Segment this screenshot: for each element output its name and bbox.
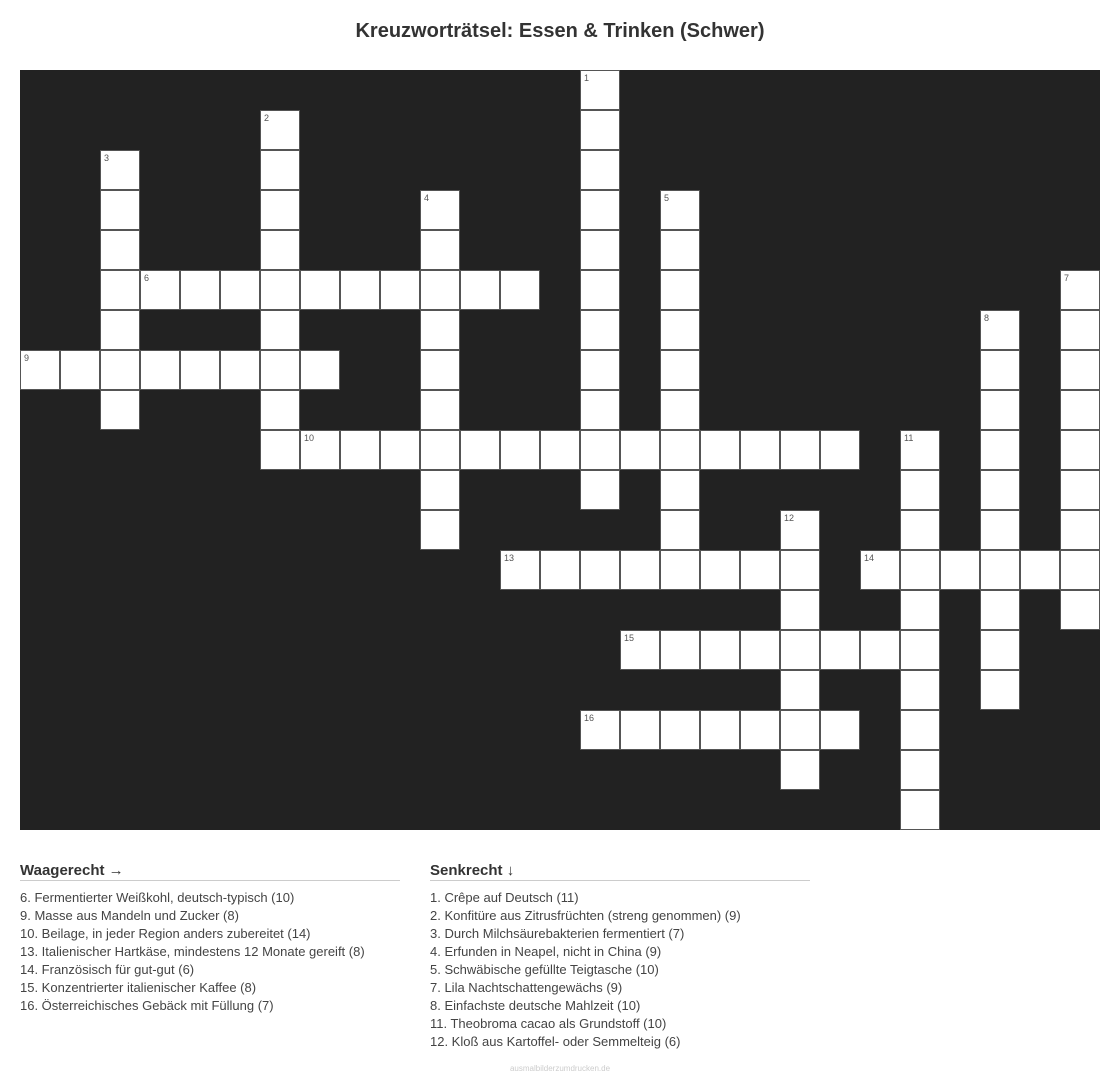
grid-cell[interactable] xyxy=(500,550,540,590)
down-clue: 1. Crêpe auf Deutsch (11) xyxy=(430,890,579,905)
grid-cell[interactable] xyxy=(580,310,620,350)
grid-cell[interactable] xyxy=(900,630,940,670)
grid-cell[interactable] xyxy=(220,270,260,310)
grid-cell[interactable] xyxy=(660,630,700,670)
grid-cell[interactable] xyxy=(100,230,140,270)
arrow-down-icon: ↓ xyxy=(506,862,515,879)
arrow-right-icon: → xyxy=(108,862,124,879)
across-clue: 15. Konzentrierter italienischer Kaffee (8) xyxy=(20,980,257,995)
across-heading-label: Waagerecht xyxy=(20,862,105,879)
grid-cell[interactable] xyxy=(980,470,1020,510)
cell-number: 16 xyxy=(584,713,595,723)
grid-cell[interactable] xyxy=(820,710,860,750)
down-clue: 3. Durch Milchsäurebakterien fermentiert (7) xyxy=(430,926,685,941)
cell-number: 11 xyxy=(904,433,914,443)
grid-cell[interactable] xyxy=(820,430,860,470)
cell-number: 1 xyxy=(584,73,590,83)
grid-cell[interactable] xyxy=(660,350,700,390)
cell-number: 13 xyxy=(504,553,515,563)
grid-cell[interactable] xyxy=(780,510,820,550)
down-clue: 11. Theobroma cacao als Grundstoff (10) xyxy=(430,1016,667,1031)
grid-cell[interactable] xyxy=(580,470,620,510)
cell-number: 4 xyxy=(424,193,430,203)
grid-cell[interactable] xyxy=(180,270,220,310)
grid-cell[interactable] xyxy=(740,550,780,590)
grid-cell[interactable] xyxy=(180,350,220,390)
down-clue: 12. Kloß aus Kartoffel- oder Semmelteig (6) xyxy=(430,1034,681,1049)
grid-cell[interactable] xyxy=(1060,390,1100,430)
grid-cell[interactable] xyxy=(1020,550,1060,590)
grid-cell[interactable] xyxy=(700,550,740,590)
grid-cell[interactable] xyxy=(900,590,940,630)
grid-cell[interactable] xyxy=(100,190,140,230)
down-clue: 7. Lila Nachtschattengewächs (9) xyxy=(430,980,623,995)
down-clues-section xyxy=(430,862,810,1051)
grid-cell[interactable] xyxy=(660,470,700,510)
crossword-grid xyxy=(20,70,1100,830)
grid-cell[interactable] xyxy=(780,750,820,790)
down-clue: 2. Konfitüre aus Zitrusfrüchten (streng genommen) (9) xyxy=(430,908,741,923)
across-clue: 6. Fermentierter Weißkohl, deutsch-typisch (10) xyxy=(20,890,295,905)
down-clue: 4. Erfunden in Neapel, nicht in China (9) xyxy=(430,944,662,959)
grid-cell[interactable] xyxy=(300,270,340,310)
grid-cell[interactable] xyxy=(580,430,620,470)
grid-cell[interactable] xyxy=(660,390,700,430)
grid-cell[interactable] xyxy=(980,430,1020,470)
grid-cell[interactable] xyxy=(420,230,460,270)
cell-number: 3 xyxy=(104,153,110,163)
grid-cell[interactable] xyxy=(260,230,300,270)
grid-cell[interactable] xyxy=(660,710,700,750)
grid-cell[interactable] xyxy=(580,550,620,590)
grid-cell[interactable] xyxy=(860,550,900,590)
grid-cell[interactable] xyxy=(140,270,180,310)
grid-cell[interactable] xyxy=(260,190,300,230)
grid-cell[interactable] xyxy=(620,550,660,590)
grid-cell[interactable] xyxy=(260,270,300,310)
grid-cell[interactable] xyxy=(900,470,940,510)
grid-cell[interactable] xyxy=(580,390,620,430)
across-clue: 16. Österreichisches Gebäck mit Füllung (7) xyxy=(20,998,274,1013)
grid-cell[interactable] xyxy=(780,430,820,470)
grid-cell[interactable] xyxy=(860,630,900,670)
grid-cell[interactable] xyxy=(580,110,620,150)
cell-number: 15 xyxy=(624,633,635,643)
grid-cell[interactable] xyxy=(740,430,780,470)
grid-cell[interactable] xyxy=(580,230,620,270)
grid-cell[interactable] xyxy=(900,550,940,590)
cell-number: 8 xyxy=(984,313,990,323)
grid-cell[interactable] xyxy=(900,430,940,470)
down-clue-list xyxy=(430,889,810,1051)
grid-cell[interactable] xyxy=(580,190,620,230)
grid-cell[interactable] xyxy=(980,550,1020,590)
grid-cell[interactable] xyxy=(700,430,740,470)
cell-number: 7 xyxy=(1064,273,1070,283)
grid-cell[interactable] xyxy=(300,350,340,390)
grid-cell[interactable] xyxy=(620,630,660,670)
cell-number: 2 xyxy=(264,113,270,123)
grid-cell[interactable] xyxy=(460,270,500,310)
grid-cell[interactable] xyxy=(420,430,460,470)
grid-cell[interactable] xyxy=(1060,590,1100,630)
grid-cell[interactable] xyxy=(700,710,740,750)
grid-cell[interactable] xyxy=(420,190,460,230)
grid-cell[interactable] xyxy=(780,670,820,710)
grid-cell[interactable] xyxy=(660,550,700,590)
grid-cell[interactable] xyxy=(540,430,580,470)
grid-cell[interactable] xyxy=(100,390,140,430)
grid-cell[interactable] xyxy=(780,590,820,630)
grid-cell[interactable] xyxy=(340,270,380,310)
grid-cell[interactable] xyxy=(620,710,660,750)
grid-cell[interactable] xyxy=(220,350,260,390)
cell-number: 14 xyxy=(864,553,875,563)
grid-cell[interactable] xyxy=(620,430,660,470)
grid-cell[interactable] xyxy=(420,350,460,390)
grid-cell[interactable] xyxy=(740,710,780,750)
page-title: Kreuzworträtsel: Essen & Trinken (Schwer) xyxy=(355,20,765,42)
grid-cell[interactable] xyxy=(820,630,860,670)
grid-cell[interactable] xyxy=(980,630,1020,670)
grid-cell[interactable] xyxy=(260,390,300,430)
across-clue: 10. Beilage, in jeder Region anders zubereitet (14) xyxy=(20,926,311,941)
grid-cell[interactable] xyxy=(580,150,620,190)
grid-cell[interactable] xyxy=(660,430,700,470)
down-heading-label: Senkrecht xyxy=(430,862,503,879)
grid-cell[interactable] xyxy=(940,550,980,590)
cell-number: 5 xyxy=(664,193,670,203)
grid-cell[interactable] xyxy=(580,710,620,750)
grid-cell[interactable] xyxy=(20,350,60,390)
grid-cell[interactable] xyxy=(1060,470,1100,510)
grid-cell[interactable] xyxy=(980,350,1020,390)
grid-cell[interactable] xyxy=(660,510,700,550)
grid-cell[interactable] xyxy=(260,150,300,190)
grid-cell[interactable] xyxy=(780,550,820,590)
across-clues-section xyxy=(20,862,400,1015)
grid-cell[interactable] xyxy=(980,390,1020,430)
grid-cell[interactable] xyxy=(980,670,1020,710)
grid-cell[interactable] xyxy=(980,590,1020,630)
across-heading xyxy=(20,862,400,881)
grid-cell[interactable] xyxy=(340,430,380,470)
across-clue: 13. Italienischer Hartkäse, mindestens 12 Monate gereift (8) xyxy=(20,944,365,959)
grid-cell[interactable] xyxy=(900,790,940,830)
down-clue: 5. Schwäbische gefüllte Teigtasche (10) xyxy=(430,962,659,977)
grid-cell[interactable] xyxy=(500,430,540,470)
grid-cell[interactable] xyxy=(660,270,700,310)
grid-cell[interactable] xyxy=(1060,550,1100,590)
grid-cell[interactable] xyxy=(540,550,580,590)
grid-cell[interactable] xyxy=(100,310,140,350)
grid-cell[interactable] xyxy=(580,70,620,110)
grid-cell[interactable] xyxy=(420,270,460,310)
grid-cell[interactable] xyxy=(900,710,940,750)
grid-cell[interactable] xyxy=(980,310,1020,350)
grid-cell[interactable] xyxy=(780,710,820,750)
cell-number: 12 xyxy=(784,513,795,523)
grid-cell[interactable] xyxy=(900,510,940,550)
grid-cell[interactable] xyxy=(420,310,460,350)
across-clue: 14. Französisch für gut-gut (6) xyxy=(20,962,195,977)
grid-cell[interactable] xyxy=(1060,270,1100,310)
grid-cell[interactable] xyxy=(740,630,780,670)
grid-cell[interactable] xyxy=(580,350,620,390)
grid-cell[interactable] xyxy=(580,270,620,310)
grid-cell[interactable] xyxy=(1060,510,1100,550)
grid-cell[interactable] xyxy=(260,110,300,150)
across-clue-list xyxy=(20,889,400,1015)
grid-cell[interactable] xyxy=(900,750,940,790)
grid-cell[interactable] xyxy=(460,430,500,470)
grid-cell[interactable] xyxy=(260,350,300,390)
grid-cell[interactable] xyxy=(420,470,460,510)
grid-cell[interactable] xyxy=(260,310,300,350)
grid-cell[interactable] xyxy=(660,230,700,270)
grid-cell[interactable] xyxy=(900,670,940,710)
grid-cell[interactable] xyxy=(660,190,700,230)
grid-cell[interactable] xyxy=(100,270,140,310)
grid-cell[interactable] xyxy=(500,270,540,310)
grid-cell[interactable] xyxy=(1060,310,1100,350)
grid-cell[interactable] xyxy=(60,350,100,390)
grid-cell[interactable] xyxy=(140,350,180,390)
grid-cell[interactable] xyxy=(660,310,700,350)
grid-cell[interactable] xyxy=(100,350,140,390)
across-clue: 9. Masse aus Mandeln und Zucker (8) xyxy=(20,908,239,923)
grid-cell[interactable] xyxy=(420,510,460,550)
down-clue: 8. Einfachste deutsche Mahlzeit (10) xyxy=(430,998,641,1013)
grid-cell[interactable] xyxy=(700,630,740,670)
grid-cell[interactable] xyxy=(100,150,140,190)
cell-number: 9 xyxy=(24,353,30,363)
grid-cell[interactable] xyxy=(300,430,340,470)
grid-cell[interactable] xyxy=(1060,430,1100,470)
grid-cell[interactable] xyxy=(380,430,420,470)
grid-cell[interactable] xyxy=(260,430,300,470)
grid-cell[interactable] xyxy=(1060,350,1100,390)
grid-cell[interactable] xyxy=(420,390,460,430)
grid-cell[interactable] xyxy=(980,510,1020,550)
cell-number: 6 xyxy=(144,273,150,283)
cell-number: 10 xyxy=(304,433,315,443)
grid-cell[interactable] xyxy=(380,270,420,310)
down-heading xyxy=(430,862,810,881)
footer-credit: ausmalbilderzumdrucken.de xyxy=(509,1064,611,1073)
grid-cell[interactable] xyxy=(780,630,820,670)
